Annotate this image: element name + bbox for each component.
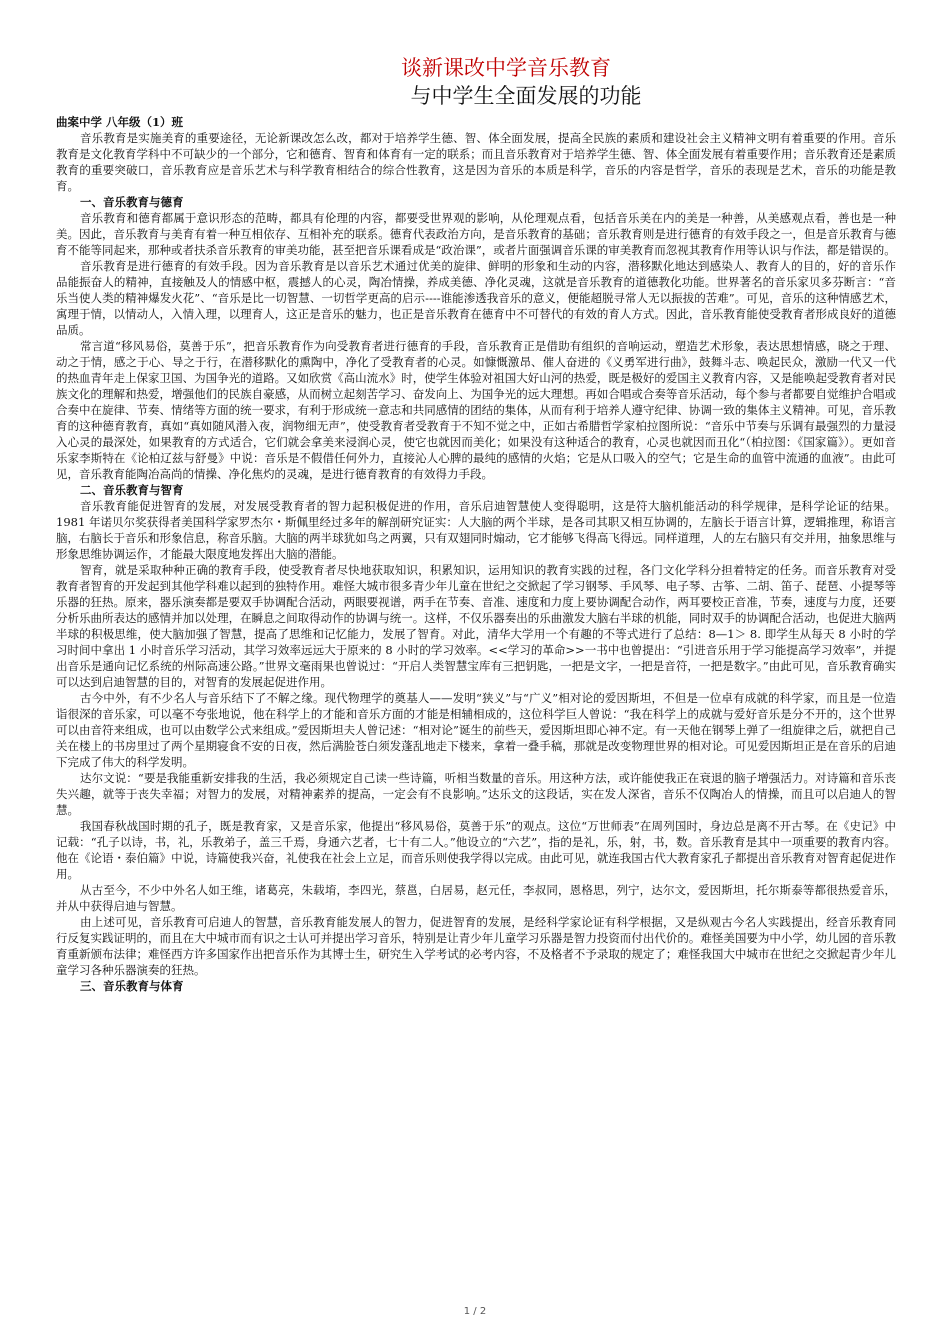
paragraph: 古今中外，有不少名人与音乐结下了不解之缘。现代物理学的奠基人——发明“狭义”与“广义”相对论的爱因斯坦，不但是一位卓有成就的科学家，而且是一位造诣很深的音乐家，可以毫不夸张地说，他在科学上的才能和音乐方面的才能是相辅相成的，这位科学巨人曾说：“我在科学上的成就与爱好音乐是分不开的，这个世界可以由音符来组成，也可以由数学公式来组成。”爱因斯坦夫人曾记述：“相对论”诞生的前些天，爱因斯坦即心神不定。有一天他在钢琴上弹了一组旋律之后，就把自己关在楼上的书房里过了两个星期寝食不安的日夜，然后满脸苍白须发蓬乱地走下楼来，拿着一叠手稿，那就是改变物理世界的相对论。可见爱因斯坦正是在音乐的启迪下完成了伟大的科学发明。 <box>56 691 896 769</box>
section-heading: 三、音乐教育与体育 <box>80 979 184 993</box>
paragraph: 从古至今，不少中外名人如王维，诸葛亮，朱载堉，李四光，蔡邕，白居易，赵元任，李叔同，恩格思，列宁，达尔文，爱因斯坦，托尔斯泰等都很热爱音乐，并从中获得启迪与智慧。 <box>56 883 896 913</box>
paragraph: 音乐教育能促进智育的发展，对发展受教育者的智力起积极促进的作用，音乐启迪智慧使人变得聪明，这是符大脑机能活动的科学规律，是科学论证的结果。1981 年诺贝尔奖获得者美国科学家罗杰尔・斯佩里经过多年的解剖研究证实：人大脑的两个半球，是各司其职又相互协调的，左脑长于语言计算，逻辑推理，称语言脑，右脑长于音乐和形象信息，称音乐脑。大脑的两半球犹如鸟之两翼，只有双翅同时煽动，它才能够飞得高飞得远。同样道理，人的左右脑只有交并用，抽象思维与形象思维协调运作，才能最大限度地发挥出大脑的潜能。 <box>56 499 896 561</box>
document-body <box>56 130 896 994</box>
paragraph: 我国春秋战国时期的孔子，既是教育家，又是音乐家，他提出“移风易俗，莫善于乐”的观点。这位“万世师表”在周列国时，身边总是离不开古琴。在《史记》中记载：“孔子以诗，书，礼，乐教弟子，盖三千焉，身通六艺者，七十有二人。”他设立的“六艺”，指的是礼，乐，射，书，数。音乐教育是其中一项重要的教育内容。他在《论语・泰伯篇》中说，诗篇使我兴奋，礼使我在社会上立足，而音乐则使我学得以完成。由此可见，就连我国古代大教育家孔子都提出音乐教育对智育起促进作用。 <box>56 819 896 881</box>
paragraph: 常言道“移风易俗，莫善于乐”，把音乐教育作为向受教育者进行德育的手段，音乐教育正是借助有组织的音响运动，塑造艺术形象，表达思想情感，晓之于理、动之于情，感之于心、导之于行，在潜移默化的熏陶中，净化了受教育者的心灵。如慷慨激昂、催人奋进的《义勇军进行曲》，鼓舞斗志、唤起民众，激励一代又一代的热血青年走上保家卫国、为国争光的道路。又如欣赏《高山流水》时，使学生体验对祖国大好山河的热爱，既是极好的爱国主义教育内容，又是能唤起受教育者对民族文化的理解和热爱，增强他们的民族自豪感，从而树立起刻苦学习、奋发向上、为国争光的远大理想。再如合唱或合奏等音乐活动，每个参与者都要自觉维护合唱或合奏中在旋律、节奏、情绪等方面的统一要求，有利于形成统一意志和共同感情的团结的集体，从而有利于培养人遵守纪律、协调一致的集体主义精神。可见，音乐教育的这种德育教育，真如“真如随风潜入夜，润物细无声”，使受教育者受教育于不知不觉之中，正如古希腊哲学家柏拉图所说：“音乐中节奏与乐调有最强烈的力量浸入心灵的最深处，如果教育的方式适合，它们就会拿美来浸润心灵，使它也就因而美化；如果没有这种适合的教育，心灵也就因而丑化“（柏拉图：《国家篇》）。更如音乐家李斯特在《论柏辽兹与舒曼》中说：音乐是不假借任何外力，直接沁人心脾的最纯的感情的火焰；它是从口吸入的空气；它是生命的血管中流通的血液”。由此可见，音乐教育能陶冶高尚的情操、净化焦灼的灵魂，是进行德育教育的有效得力手段。 <box>56 339 896 481</box>
paragraph: 智育，就是采取种种正确的教育手段，使受教育者尽快地获取知识，积累知识，运用知识的教育实践的过程，各门文化学科分担着特定的任务。而音乐教育对受教育者智育的开发起到其他学科难以起到的独特作用。难怪大城市很多青少年儿童在世纪之交掀起了学习钢琴、手风琴、电子琴、古筝、二胡、笛子、琵琶、小提琴等乐器的狂热。原来，器乐演奏都是要双手协调配合活动，两眼要视谱，两手在节奏、音准、速度和力度上要协调配合动作，两耳要校正音准，节奏，速度与力度，还要分析乐曲所表达的感情并加以处理，在瞬息之间取得动作的协调与统一。这样，不仅乐器奏出的乐曲激发大脑右半球的机能，同时双手的协调配合活动，也促进大脑两半球的积极思维，使大脑加强了智慧，提高了思维和记忆能力，发展了智育。对此，清华大学用一个有趣的不等式进行了总结：8—1＞ 8. 即学生从每天 8 小时的学习时间中拿出 1 小时音乐学习活动，其学习效率远远大于原来的 8 小时的学习效率。<<学习的革命>>一书中也曾提出：“引进音乐用于学习能提高学习效率”，并提出音乐是通向记忆系统的州际高速公路。”世界文毫雨果也曾说过：“开启人类智慧宝库有三把钥匙，一把是文字，一把是音符，一把是数字。”由此可见，音乐教育确实可以达到启迪智慧的目的，对智育的发展起促进作用。 <box>56 563 896 689</box>
paragraph: 达尔文说：“要是我能重新安排我的生活，我必须规定自己读一些诗篇，听相当数量的音乐。用这种方法，或许能使我正在衰退的脑子增强活力。对诗篇和音乐丧失兴趣，就等于丧失幸福；对智力的发展，对精神素养的提高，一定会有不良影响。”达乐文的这段话，实在发人深省，音乐不仅陶冶人的情操，而且可以启迪人的智慧。 <box>56 771 896 817</box>
page-number: 1 / 2 <box>463 1306 487 1317</box>
paragraph: 音乐教育是实施美育的重要途径，无论新课改怎么改，都对于培养学生德、智、体全面发展，提高全民族的素质和建设社会主义精神文明有着重要的作用。音乐教育是文化教育学科中不可缺少的一个部分，它和德育、智育和体育有一定的联系；而且音乐教育对于培养学生德、智、体全面发展有着重要作用；音乐教育还是素质教育的重要突破口，音乐教育应是音乐艺术与科学教育相结合的综合性教育，这是因为音乐的本质是科学，音乐的内容是哲学，音乐的表现是艺术，音乐的功能是教育。 <box>56 131 896 193</box>
paragraph: 由上述可见，音乐教育可启迪人的智慧，音乐教育能发展人的智力，促进智育的发展，是经科学家论证有科学根据，又是纵观古今名人实践提出，经音乐教育同行反复实践证明的，而且在大中城市而有识之士认可并提出学习音乐，特别是让青少年儿童学习乐器是智力投资而付出代价的。难怪美国要为中小学，幼儿园的音乐教育重新颁布法律；难怪西方许多国家作出把音乐作为其博士生，研究生入学考试的必考内容，不及格者不予录取的规定了；难怪我国大中城市在世纪之交掀起青少年儿童学习各种乐器演奏的狂热。 <box>56 915 896 977</box>
author-byline: 曲案中学 八年级（1）班 <box>56 115 184 129</box>
section-heading: 二、音乐教育与智育 <box>80 483 184 497</box>
paragraph: 音乐教育和德育都属于意识形态的范畴，都具有伦理的内容，都要受世界观的影响，从伦理观点看，包括音乐美在内的美是一种善，从美感观点看，善也是一种美。因此，音乐教育与美育有着一种互相依存、互相补充的联系。德育代表政治方向，是音乐教育的基础；音乐教育则是进行德育的有效手段之一，但是音乐教育与德育不能等同起来，那种或者扶杀音乐教育的审美功能，甚至把音乐课看成是“政治课”，或者片面强调音乐课的审美教育而忽视其教育作用等认识与作法，都是错误的。 <box>56 211 896 257</box>
section-heading: 一、音乐教育与德育 <box>80 195 184 209</box>
paragraph: 音乐教育是进行德育的有效手段。因为音乐教育是以音乐艺术通过优美的旋律、鲜明的形象和生动的内容，潜移默化地达到感染人、教育人的目的，好的音乐作品能振奋人的精神，直接触及人的情感中枢，震撼人的心灵，陶冶情操，养成美德、净化灵魂，这就是音乐教育的道德教化功能。世界著名的音乐家贝多芬断言：“音乐当使人类的精神爆发火花”、“音乐是比一切智慧、一切哲学更高的启示----谁能渗透我音乐的意义，便能超脱寻常人无以振拔的苦难”。可见，音乐的这种情感艺术，寓理于情，以情动人，入情入理，以理育人，这正是音乐的魅力，也正是音乐教育在德育中不可替代的有效的育人方式。因此，音乐教育能使受教育者形成良好的道德品质。 <box>56 259 896 337</box>
document-title: 谈新课改中学音乐教育 <box>401 56 611 80</box>
document-subtitle: 与中学生全面发展的功能 <box>410 84 642 108</box>
document-page <box>56 56 896 994</box>
